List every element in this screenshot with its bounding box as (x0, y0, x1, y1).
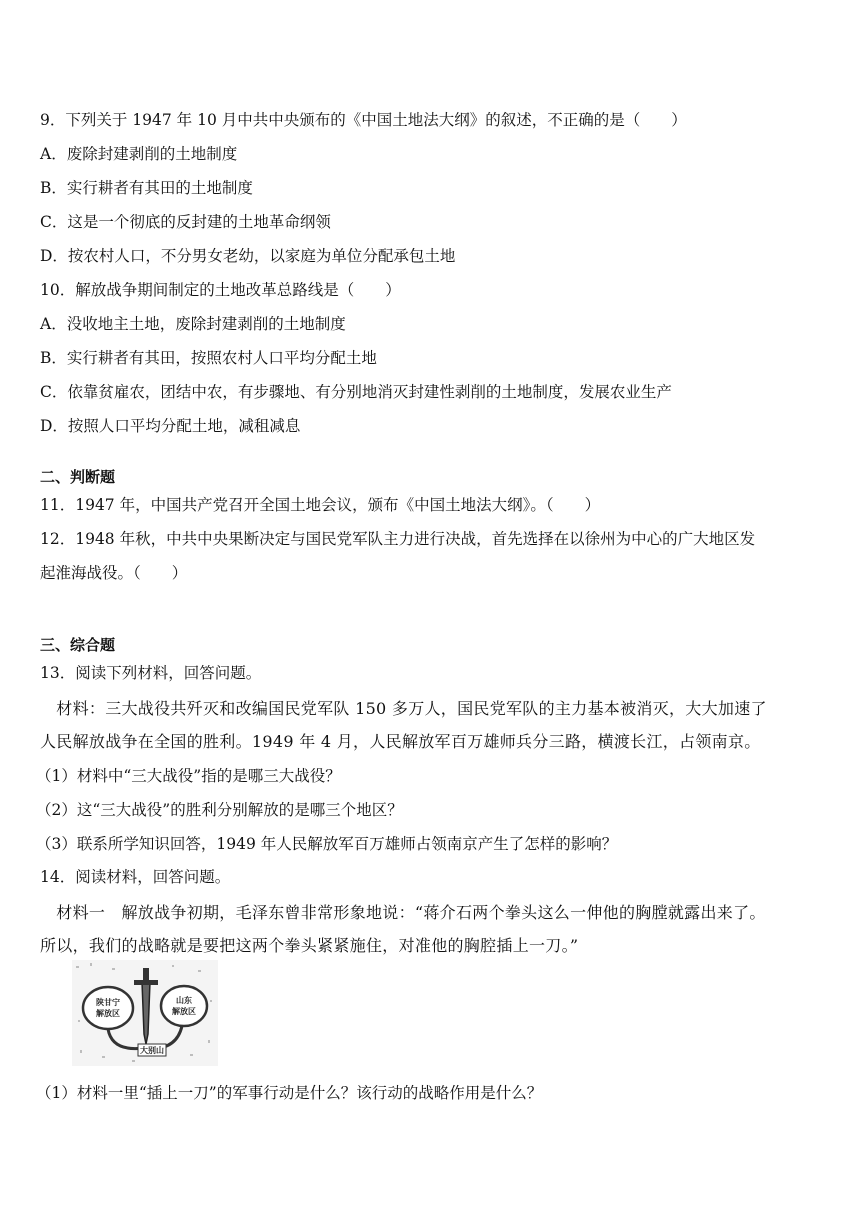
question-9-option-c: C．这是一个彻底的反封建的土地革命纲领 (40, 213, 331, 231)
right-region-circle (161, 986, 207, 1026)
question-12-line-2: 起淮海战役。（ ） (40, 564, 188, 582)
left-region-circle (83, 987, 133, 1029)
question-13-sub-2: （2）这“三大战役”的胜利分别解放的是哪三个地区？ (36, 801, 403, 819)
question-11: 11．1947 年，中国共产党召开全国土地会议，颁布《中国土地法大纲》。（ ） (40, 496, 601, 514)
question-14-stem: 14．阅读材料，回答问题。 (40, 868, 231, 886)
question-13-material-line-2: 人民解放战争在全国的胜利。1949 年 4 月，人民解放军百万雄师兵分三路，横渡长江，占领南京。 (40, 732, 761, 751)
question-14-material-line-1: 材料一 解放战争初期，毛泽东曾非常形象地说：“蒋介石两个拳头这么一伸他的胸膛就露出来了。 (40, 903, 766, 922)
question-14-material-line-2: 所以，我们的战略就是要把这两个拳头紧紧施住，对准他的胸腔插上一刀。” (40, 936, 579, 955)
section-2-heading: 二、判断题 (40, 468, 116, 486)
question-10-option-b: B．实行耕者有其田，按照农村人口平均分配土地 (40, 349, 377, 367)
question-9-option-d: D．按农村人口，不分男女老幼，以家庭为单位分配承包土地 (40, 247, 456, 265)
bottom-label: 大别山 (140, 1046, 164, 1055)
question-13-stem: 13．阅读下列材料，回答问题。 (40, 664, 262, 682)
question-10-option-c: C．依靠贫雇农，团结中农，有步骤地、有分别地消灭封建性剥削的土地制度，发展农业生产 (40, 383, 672, 401)
question-10-stem: 10．解放战争期间制定的土地改革总路线是（ ） (40, 281, 401, 299)
strategy-diagram (72, 960, 218, 1066)
left-region-label-2: 解放区 (96, 1009, 120, 1018)
right-region-label-2: 解放区 (172, 1007, 196, 1016)
question-13-material-line-1: 材料：三大战役共歼灭和改编国民党军队 150 多万人，国民党军队的主力基本被消灭，大大加速了 (40, 699, 767, 718)
question-12-line-1: 12．1948 年秋，中共中央果断决定与国民党军队主力进行决战，首先选择在以徐州为中心的广大地区发 (40, 530, 756, 548)
question-10-option-a: A．没收地主土地，废除封建剥削的土地制度 (40, 315, 346, 333)
question-9-stem: 9．下列关于 1947 年 10 月中共中央颁布的《中国土地法大纲》的叙述，不正确的是（ ） (40, 111, 687, 129)
section-3-heading: 三、综合题 (40, 636, 116, 654)
question-13-sub-3: （3）联系所学知识回答，1949 年人民解放军百万雄师占领南京产生了怎样的影响？ (36, 835, 618, 853)
left-region-label-1: 陕甘宁 (96, 998, 120, 1007)
question-13-sub-1: （1）材料中“三大战役”指的是哪三大战役？ (36, 767, 341, 785)
question-14-sub-1: （1）材料一里“插上一刀”的军事行动是什么？该行动的战略作用是什么？ (36, 1084, 543, 1102)
question-10-option-d: D．按照人口平均分配土地，减租减息 (40, 417, 301, 435)
question-9-option-b: B．实行耕者有其田的土地制度 (40, 179, 253, 197)
right-region-label-1: 山东 (176, 996, 192, 1005)
question-9-option-a: A．废除封建剥削的土地制度 (40, 145, 238, 163)
